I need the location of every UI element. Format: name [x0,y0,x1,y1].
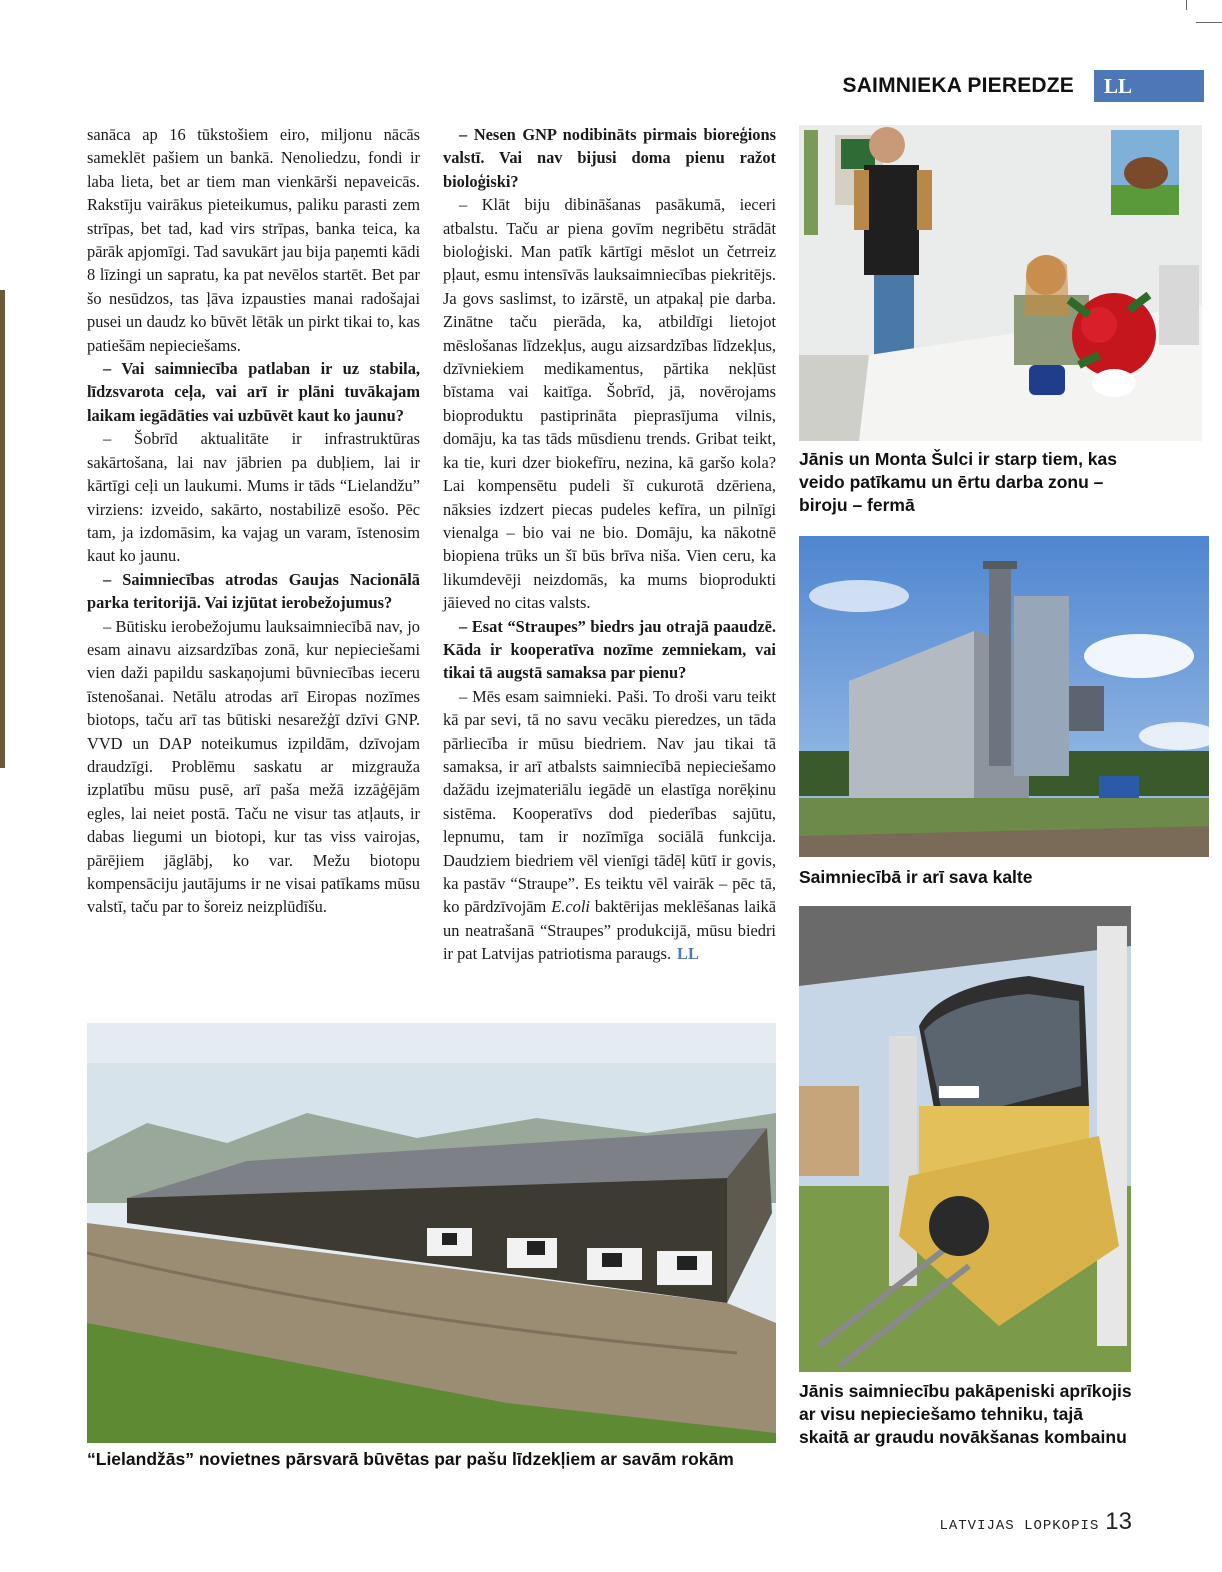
interview-question: – Nesen GNP nodibināts pirmais bioreģions valstī. Vai nav bijusi doma pienu ražot bioloģiski? [443,125,776,191]
article-paragraph: sanāca ap 16 tūkstošiem eiro, miljonu nācās sameklēt pašiem un bankā. Nenoliedzu, fondi ir laba lieta, bet ar tiem man vienkārši nepaveicās. Rakstīju vairākus pieteikumus, paliku parasti zem strīpas, bet tad, kad virs strīpas, banka teica, ka pārāk apjomīgi. Tad savukārt jau bija paņemti kādi 8 līzingi un sapratu, ka pat nevēlos startēt. Bet par šo nesūdzos, tas ļāva izpausties manai radošajai pusei un daudz ko būvēt lētāk un pirkt tikai to, kas patiešām nepieciešams. [87,125,420,355]
combine-harvester-photo [799,906,1131,1372]
magazine-logo: LL [1094,70,1204,102]
article-column-1 [87,123,420,919]
page-header [842,70,1204,102]
article-paragraph: – Šobrīd aktualitāte ir infrastruktūras sakārtošana, lai nav jābrien pa dubļiem, lai ir kārtīgi ceļi un laukumi. Mums ir tāds “Lielandžu” virziens: izveido, sakārto, nostabilizē esošo. Pēc tam, ja izdomāsim, ka vajag un varam, īstenosim kaut ko jaunu. [87,429,420,566]
office-photo [799,125,1202,441]
interview-question: – Vai saimniecība patlaban ir uz stabila, līdzsvarota ceļa, vai arī ir plāni tuvākajam laikam iegādāties vai uzbūvēt kaut ko jaunu? [87,359,420,425]
page-number: 13 [1105,1508,1132,1535]
page-footer [939,1508,1132,1536]
article-paragraph: – Būtisku ierobežojumu lauksaimniecībā nav, jo esam ainavu aizsardzības zonā, kur nepieciešami vien daži papildu saskaņojumi būvniecības ieceru īstenošanai. Netālu atrodas arī Eiropas nozīmes biotops, taču arī tas būtiski nesarežģī dzīvi GNP. VVD un DAP noteikumus izpildām, dzīvojam draudzīgi. Problēmu saskatu ar mizgrauža izplatību mūsu pusē, arī paša mežā izzāģējām egles, lai neiet postā. Taču ne visur tas atļauts, ir dabas liegumi un biotopi, kur tas viss vairojas, pārējiem jāglābj, ko var. Mežu biotopu kompensāciju jautājums ir ne visai patīkams mūsu valstī, taču par to šoreiz neizplūdīšu. [87,616,420,917]
combine-caption: Jānis saimniecību pakāpeniski aprīkojis ar visu nepieciešamo tehniku, tajā skaitā ar graudu novākšanas kombainu [799,1381,1132,1447]
interview-question: – Esat “Straupes” biedrs jau otrajā paaudzē. Kāda ir kooperatīva nozīme zemniekam, vai tikai tā augstā samaksa par pienu? [443,616,776,683]
grain-dryer-photo [799,536,1209,857]
office-caption: Jānis un Monta Šulci ir starp tiem, kas veido patīkamu un ērtu darba zonu – biroju – fermā [799,449,1118,515]
magazine-name: LATVIJAS LOPKOPIS [939,1518,1100,1534]
barn-caption: “Lielandžās” novietnes pārsvarā būvētas par pašu līdzekļiem ar savām rokām [87,1449,734,1469]
section-title: SAIMNIEKA PIEREDZE [842,74,1074,97]
article-paragraph: – Klāt biju dibināšanas pasākumā, ieceri atbalstu. Taču ar piena govīm negribētu strādāt bioloģiski. Man patīk kārtīgi mēslot un četrreiz pļaut, esmu intensīvās lauksaimniecības piekritējs. Ja govs saslimst, to izārstē, un atpakaļ pie darba. Zinātne taču pierāda, ka, atbildīgi lietojot mēslošanas līdzekļus, augu aizsardzības līdzekļus, dzīvniekiem medikamentus, pārtika nekļūst bīstama vai kaitīga. Šobrīd, jā, novērojams bioproduktu pastiprināta pieprasījuma vilnis, domāju, ka tas tāds mūsdienu trends. Gribat teikt, ka tie, kuri dzer biokefīru, nezina, kā garšo kola? Lai kompensētu pudeli šī cukurotā dzēriena, nāksies izdzert piecas pudeles kefīra, un pilnīgi vienalga – bio vai ne bio. Domāju, ka nākotnē biopiena trūks un šī būs brīva niša. Vien ceru, ka likumdevēji neizdomās, ka mums bioprodukti jāieved no citas valsts. [443,195,776,613]
article-column-2 [443,123,776,966]
interview-question: – Saimniecības atrodas Gaujas Nacionālā parka teritorijā. Vai izjūtat ierobežojumus? [87,569,420,613]
adjacent-page-photo-edge [0,290,5,768]
crop-mark [1196,22,1222,23]
crop-mark [1186,0,1187,10]
article-paragraph: – Mēs esam saimnieki. Paši. To droši varu teikt kā par sevi, tā no savu vecāku pieredzes, un tāda pārliecība ir mūsu biedriem. Nav jau tikai tā samaksa, ir arī atbalsts saimniecībā nepieciešamo dažādu izejmateriālu iegādē un elastīga norēķinu sistēma. Kooperatīvs dod piederības sajūtu, lepnumu, tam ir nozīmīga sociālā funkcija. Daudziem biedriem vēl vienīgi tādēļ kūtī ir govis, ka pastāv “Straupe”. Es teiktu vēl vairāk – pēc tā, ko pārdzīvojām E.coli baktērijas meklēšanas laikā un neatrašanā “Straupes” produkcijā, mūsu biedri ir pat Latvijas patriotisma paraugs. LL [443,686,776,964]
dryer-caption: Saimniecībā ir arī sava kalte [799,867,1033,887]
cow-barn-photo [87,1023,776,1443]
article-end-mark: LL [677,944,699,964]
